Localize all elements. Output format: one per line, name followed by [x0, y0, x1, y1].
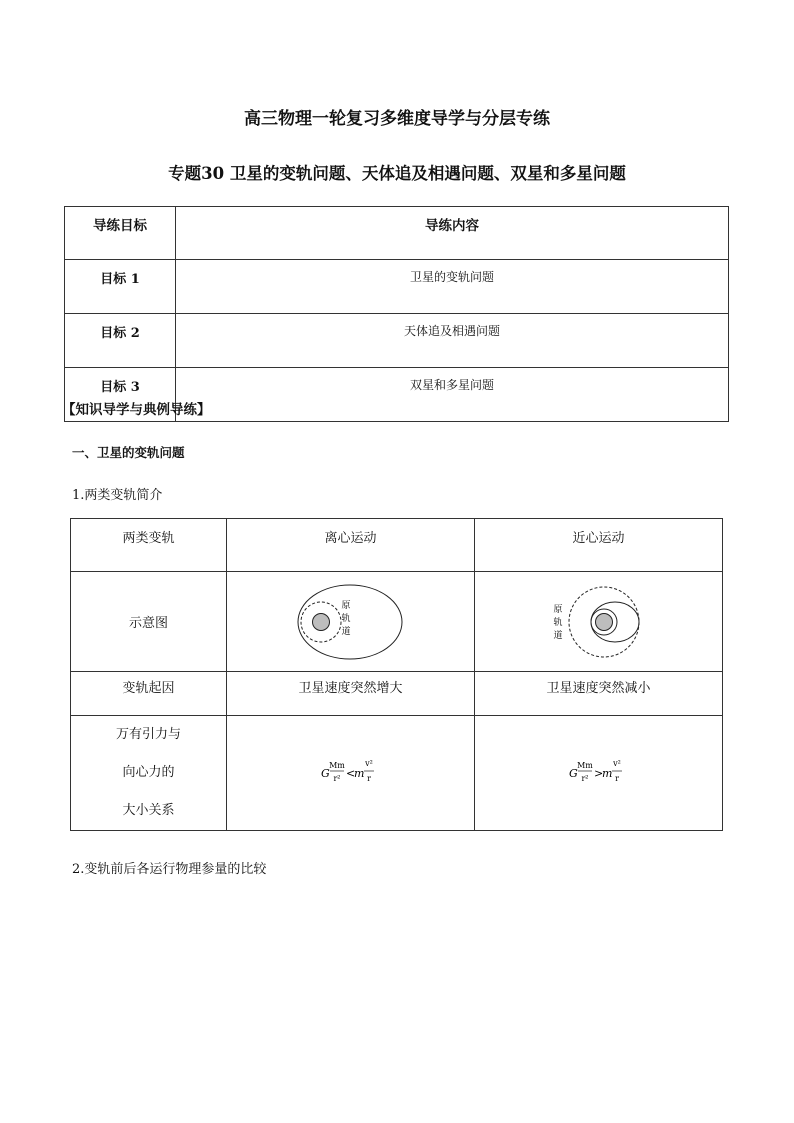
- cause-label: 变轨起因: [71, 672, 227, 716]
- formula-m: m: [353, 767, 364, 780]
- formula-centrifugal: [319, 756, 383, 790]
- table-row: [71, 572, 723, 672]
- formula-centripetal-cell: [475, 716, 723, 831]
- force-label-line: 万有引力与: [115, 727, 181, 742]
- goal-label: 目标 2: [65, 314, 176, 368]
- orbit-change-table: [70, 518, 723, 831]
- table-row: [65, 314, 729, 368]
- goals-table: [64, 206, 729, 422]
- table-row: [65, 260, 729, 314]
- force-label-line: 大小关系: [122, 803, 175, 818]
- main-title: 高三物理一轮复习多维度导学与分层专练: [244, 109, 550, 129]
- planet-icon: [312, 613, 329, 630]
- formula-vden: r: [366, 774, 371, 783]
- orbit-label-char: 道: [552, 630, 563, 641]
- orbit-label-char: 原: [552, 604, 563, 615]
- formula-den: r²: [332, 774, 341, 783]
- formula-vnum: v²: [612, 759, 621, 768]
- table-header-row: [65, 207, 729, 260]
- formula-vnum: v²: [364, 759, 373, 768]
- orbit-label-char: 原: [340, 600, 351, 611]
- formula-centrifugal-cell: [227, 716, 475, 831]
- orbit-header-type: 两类变轨: [71, 519, 227, 572]
- formula-den: r²: [580, 774, 589, 783]
- orbit-header-centripetal: 近心运动: [475, 519, 723, 572]
- goal-content: 天体追及相遇问题: [176, 314, 729, 368]
- goal-content: 卫星的变轨问题: [176, 260, 729, 314]
- orbit-label-char: 道: [340, 626, 351, 637]
- centripetal-orbit-diagram: [549, 580, 649, 664]
- table-row: [71, 672, 723, 716]
- diagram-label: 示意图: [71, 572, 227, 672]
- force-label-line: 向心力的: [122, 765, 175, 780]
- formula-op: >: [593, 767, 603, 780]
- centrifugal-orbit-diagram: [296, 580, 406, 664]
- centripetal-diagram-cell: [475, 572, 723, 672]
- formula-num: Mm: [576, 761, 593, 770]
- goal-content: 双星和多星问题: [176, 368, 729, 422]
- orbit-label-char: 轨: [552, 617, 563, 628]
- formula-g: G: [568, 767, 578, 780]
- goals-header-content: 导练内容: [176, 207, 729, 260]
- planet-icon: [595, 613, 612, 630]
- table-header-row: [71, 519, 723, 572]
- item-2-heading: 2.变轨前后各运行物理参量的比较: [72, 862, 267, 877]
- knowledge-heading: 【知识导学与典例导练】: [62, 402, 211, 418]
- table-row: [71, 716, 723, 831]
- formula-op: <: [345, 767, 355, 780]
- centrifugal-diagram-cell: [227, 572, 475, 672]
- goals-header-goal: 导练目标: [65, 207, 176, 260]
- formula-vden: r: [614, 774, 619, 783]
- cause-centrifugal: 卫星速度突然增大: [227, 672, 475, 716]
- sub-title: 专题30 卫星的变轨问题、天体追及相遇问题、双星和多星问题: [168, 164, 626, 183]
- goal-label: 目标 3: [65, 368, 176, 422]
- goal-label: 目标 1: [65, 260, 176, 314]
- section-1-heading: 一、卫星的变轨问题: [72, 445, 185, 460]
- force-relation-label: [71, 716, 227, 831]
- orbit-label-char: 轨: [340, 613, 351, 624]
- item-1-heading: 1.两类变轨简介: [72, 488, 163, 503]
- orbit-header-centrifugal: 离心运动: [227, 519, 475, 572]
- cause-centripetal: 卫星速度突然减小: [475, 672, 723, 716]
- formula-centripetal: [567, 756, 631, 790]
- formula-m: m: [601, 767, 612, 780]
- formula-num: Mm: [328, 761, 345, 770]
- formula-g: G: [320, 767, 330, 780]
